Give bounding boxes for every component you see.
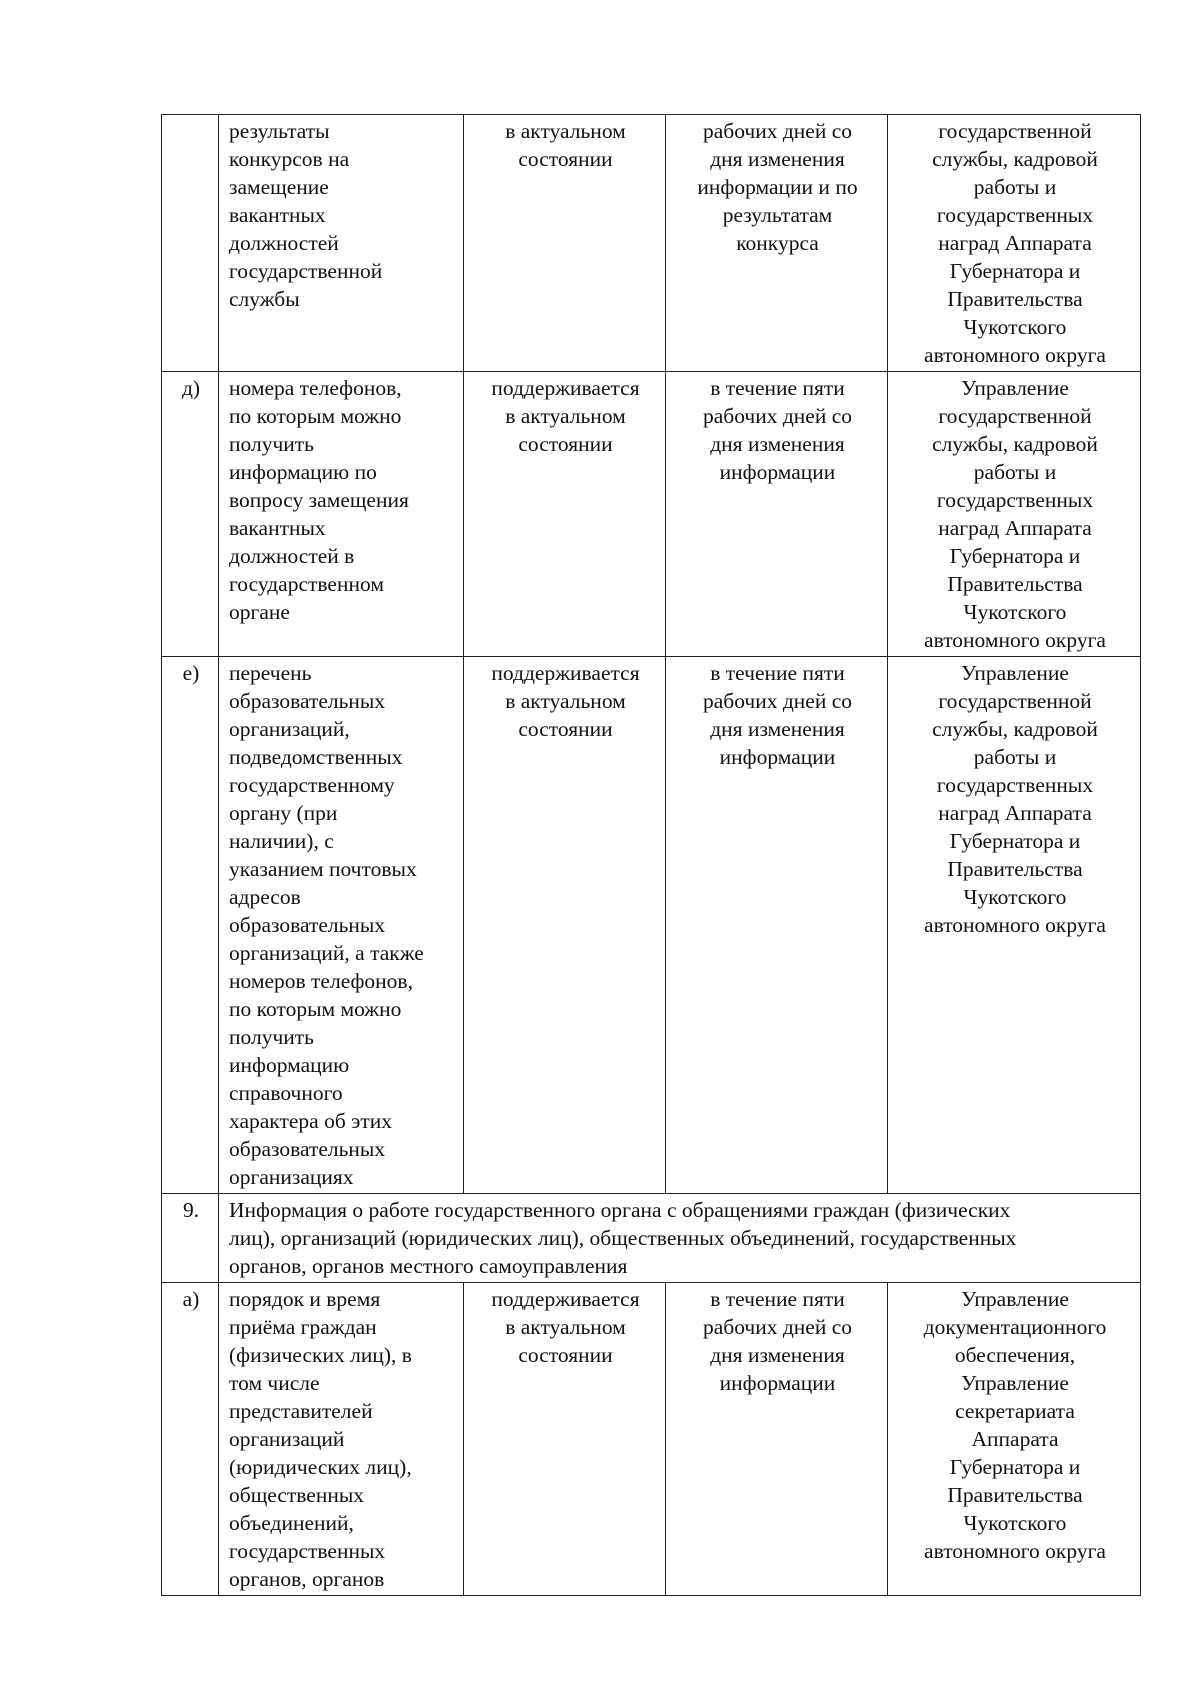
responsible-cell-line: государственных xyxy=(936,773,1094,797)
responsible-cell-line: Управление xyxy=(961,1371,1069,1395)
term-cell-line: информации xyxy=(719,1371,836,1395)
term-cell-line: рабочих дней со xyxy=(702,1315,853,1339)
responsible-cell-line: Губернатора и xyxy=(949,259,1081,283)
responsible-cell-line: Управление xyxy=(961,661,1069,685)
description-cell-line: приёма граждан xyxy=(229,1315,377,1339)
responsible-cell-line: документационного xyxy=(923,1315,1107,1339)
row-number: д) xyxy=(162,372,219,657)
table-row xyxy=(162,657,1141,1194)
status-cell-line: поддерживается xyxy=(491,661,640,685)
description-cell-line: (физических лиц), в xyxy=(229,1343,412,1367)
description-cell-line: вопросу замещения xyxy=(229,488,409,512)
section-row xyxy=(162,1194,1141,1283)
row-number: а) xyxy=(162,1283,219,1596)
term-cell-line: информации xyxy=(719,460,836,484)
section-title-line: лиц), организаций (юридических лиц), общественных объединений, государственных xyxy=(229,1226,1017,1250)
responsible-cell-line: Аппарата xyxy=(971,1427,1059,1451)
row-number: е) xyxy=(162,657,219,1194)
responsible-cell xyxy=(888,657,1141,1194)
description-cell-line: службы xyxy=(229,287,300,311)
responsible-cell-line: государственной xyxy=(938,404,1092,428)
responsible-cell-line: работы и xyxy=(973,460,1057,484)
row-number: 9. xyxy=(162,1194,219,1283)
description-cell-line: вакантных xyxy=(229,516,326,540)
responsible-cell-line: работы и xyxy=(973,175,1057,199)
description-cell-line: образовательных xyxy=(229,689,386,713)
status-cell-line: в актуальном xyxy=(505,1315,626,1339)
status-cell-line: состоянии xyxy=(518,1343,613,1367)
row-number xyxy=(162,115,219,372)
description-cell-line: должностей в xyxy=(229,544,355,568)
description-cell-line: органов, органов xyxy=(229,1567,385,1591)
description-cell-line: государственных xyxy=(229,1539,386,1563)
responsible-cell-line: автономного округа xyxy=(924,1539,1106,1563)
responsible-cell-line: обеспечения, xyxy=(954,1343,1076,1367)
description-cell-line: организаций, а также xyxy=(229,941,424,965)
description-cell-line: организаций, xyxy=(229,717,350,741)
status-cell-line: в актуальном xyxy=(505,404,626,428)
description-cell-line: по которым можно xyxy=(229,404,402,428)
description-cell-line: органу (при xyxy=(229,801,338,825)
responsible-cell xyxy=(888,1283,1141,1596)
responsible-cell-line: государственной xyxy=(938,689,1092,713)
description-cell-line: вакантных xyxy=(229,203,326,227)
status-cell-line: состоянии xyxy=(518,147,613,171)
description-cell-line: получить xyxy=(229,432,314,456)
responsible-cell-line: Чукотского xyxy=(963,600,1067,624)
term-cell xyxy=(666,372,888,657)
status-cell xyxy=(464,657,666,1194)
responsible-cell-line: автономного округа xyxy=(924,628,1106,652)
term-cell-line: дня изменения xyxy=(710,717,845,741)
description-cell xyxy=(219,115,464,372)
description-cell-line: организаций xyxy=(229,1427,345,1451)
term-cell-line: информации и по xyxy=(697,175,858,199)
description-cell-line: должностей xyxy=(229,231,339,255)
description-cell-line: конкурсов на xyxy=(229,147,350,171)
description-cell-line: том числе xyxy=(229,1371,320,1395)
description-cell-line: наличии), с xyxy=(229,829,334,853)
responsible-cell-line: государственных xyxy=(936,488,1094,512)
description-cell-line: по которым можно xyxy=(229,997,402,1021)
description-cell-line: перечень xyxy=(229,661,312,685)
term-cell-line: дня изменения xyxy=(710,147,845,171)
responsible-cell-line: Правительства xyxy=(947,1483,1083,1507)
status-cell xyxy=(464,1283,666,1596)
responsible-cell-line: Чукотского xyxy=(963,885,1067,909)
responsible-cell-line: наград Аппарата xyxy=(938,516,1092,540)
responsible-cell xyxy=(888,372,1141,657)
information-table xyxy=(161,114,1141,1596)
description-cell-line: номера телефонов, xyxy=(229,376,402,400)
term-cell-line: рабочих дней со xyxy=(702,404,853,428)
description-cell xyxy=(219,1283,464,1596)
description-cell-line: образовательных xyxy=(229,913,386,937)
term-cell-line: в течение пяти xyxy=(710,661,845,685)
responsible-cell-line: Чукотского xyxy=(963,1511,1067,1535)
description-cell-line: справочного xyxy=(229,1081,343,1105)
responsible-cell-line: Чукотского xyxy=(963,315,1067,339)
responsible-cell-line: секретариата xyxy=(955,1399,1075,1423)
responsible-cell-line: Губернатора и xyxy=(949,544,1081,568)
status-cell-line: состоянии xyxy=(518,432,613,456)
term-cell-line: результатам xyxy=(722,203,833,227)
responsible-cell-line: Правительства xyxy=(947,287,1083,311)
responsible-cell-line: Управление xyxy=(961,376,1069,400)
description-cell-line: органе xyxy=(229,600,290,624)
status-cell-line: в актуальном xyxy=(505,119,626,143)
description-cell-line: информацию по xyxy=(229,460,377,484)
responsible-cell-line: Правительства xyxy=(947,572,1083,596)
term-cell xyxy=(666,657,888,1194)
description-cell-line: подведомственных xyxy=(229,745,403,769)
description-cell-line: адресов xyxy=(229,885,301,909)
status-cell xyxy=(464,115,666,372)
description-cell-line: государственном xyxy=(229,572,384,596)
section-title-line: органов, органов местного самоуправления xyxy=(229,1254,628,1278)
table-row xyxy=(162,372,1141,657)
responsible-cell-line: Губернатора и xyxy=(949,1455,1081,1479)
responsible-cell-line: Правительства xyxy=(947,857,1083,881)
description-cell-line: общественных xyxy=(229,1483,365,1507)
description-cell xyxy=(219,372,464,657)
description-cell-line: получить xyxy=(229,1025,314,1049)
responsible-cell-line: автономного округа xyxy=(924,913,1106,937)
responsible-cell-line: службы, кадровой xyxy=(932,147,1098,171)
description-cell-line: замещение xyxy=(229,175,329,199)
description-cell-line: объединений, xyxy=(229,1511,354,1535)
responsible-cell-line: наград Аппарата xyxy=(938,801,1092,825)
responsible-cell-line: Губернатора и xyxy=(949,829,1081,853)
term-cell-line: в течение пяти xyxy=(710,1287,845,1311)
description-cell-line: информацию xyxy=(229,1053,350,1077)
term-cell xyxy=(666,115,888,372)
term-cell-line: в течение пяти xyxy=(710,376,845,400)
term-cell-line: рабочих дней со xyxy=(702,119,853,143)
description-cell xyxy=(219,657,464,1194)
responsible-cell-line: Управление xyxy=(961,1287,1069,1311)
responsible-cell-line: службы, кадровой xyxy=(932,717,1098,741)
status-cell-line: в актуальном xyxy=(505,689,626,713)
responsible-cell-line: автономного округа xyxy=(924,343,1106,367)
term-cell xyxy=(666,1283,888,1596)
description-cell-line: государственной xyxy=(229,259,383,283)
description-cell-line: представителей xyxy=(229,1399,373,1423)
status-cell xyxy=(464,372,666,657)
description-cell-line: (юридических лиц), xyxy=(229,1455,412,1479)
responsible-cell-line: государственных xyxy=(936,203,1094,227)
description-cell-line: порядок и время xyxy=(229,1287,381,1311)
table-row xyxy=(162,115,1141,372)
term-cell-line: рабочих дней со xyxy=(702,689,853,713)
description-cell-line: организациях xyxy=(229,1165,354,1189)
description-cell-line: характера об этих xyxy=(229,1109,393,1133)
responsible-cell-line: государственной xyxy=(938,119,1092,143)
status-cell-line: состоянии xyxy=(518,717,613,741)
term-cell-line: информации xyxy=(719,745,836,769)
term-cell-line: дня изменения xyxy=(710,1343,845,1367)
description-cell-line: указанием почтовых xyxy=(229,857,417,881)
term-cell-line: дня изменения xyxy=(710,432,845,456)
term-cell-line: конкурса xyxy=(736,231,819,255)
table-row xyxy=(162,1283,1141,1596)
status-cell-line: поддерживается xyxy=(491,376,640,400)
responsible-cell xyxy=(888,115,1141,372)
section-title xyxy=(219,1194,1141,1283)
section-title-line: Информация о работе государственного органа с обращениями граждан (физических xyxy=(229,1198,1011,1222)
description-cell-line: результаты xyxy=(229,119,330,143)
description-cell-line: образовательных xyxy=(229,1137,386,1161)
responsible-cell-line: наград Аппарата xyxy=(938,231,1092,255)
responsible-cell-line: службы, кадровой xyxy=(932,432,1098,456)
status-cell-line: поддерживается xyxy=(491,1287,640,1311)
responsible-cell-line: работы и xyxy=(973,745,1057,769)
description-cell-line: номеров телефонов, xyxy=(229,969,413,993)
description-cell-line: государственному xyxy=(229,773,395,797)
